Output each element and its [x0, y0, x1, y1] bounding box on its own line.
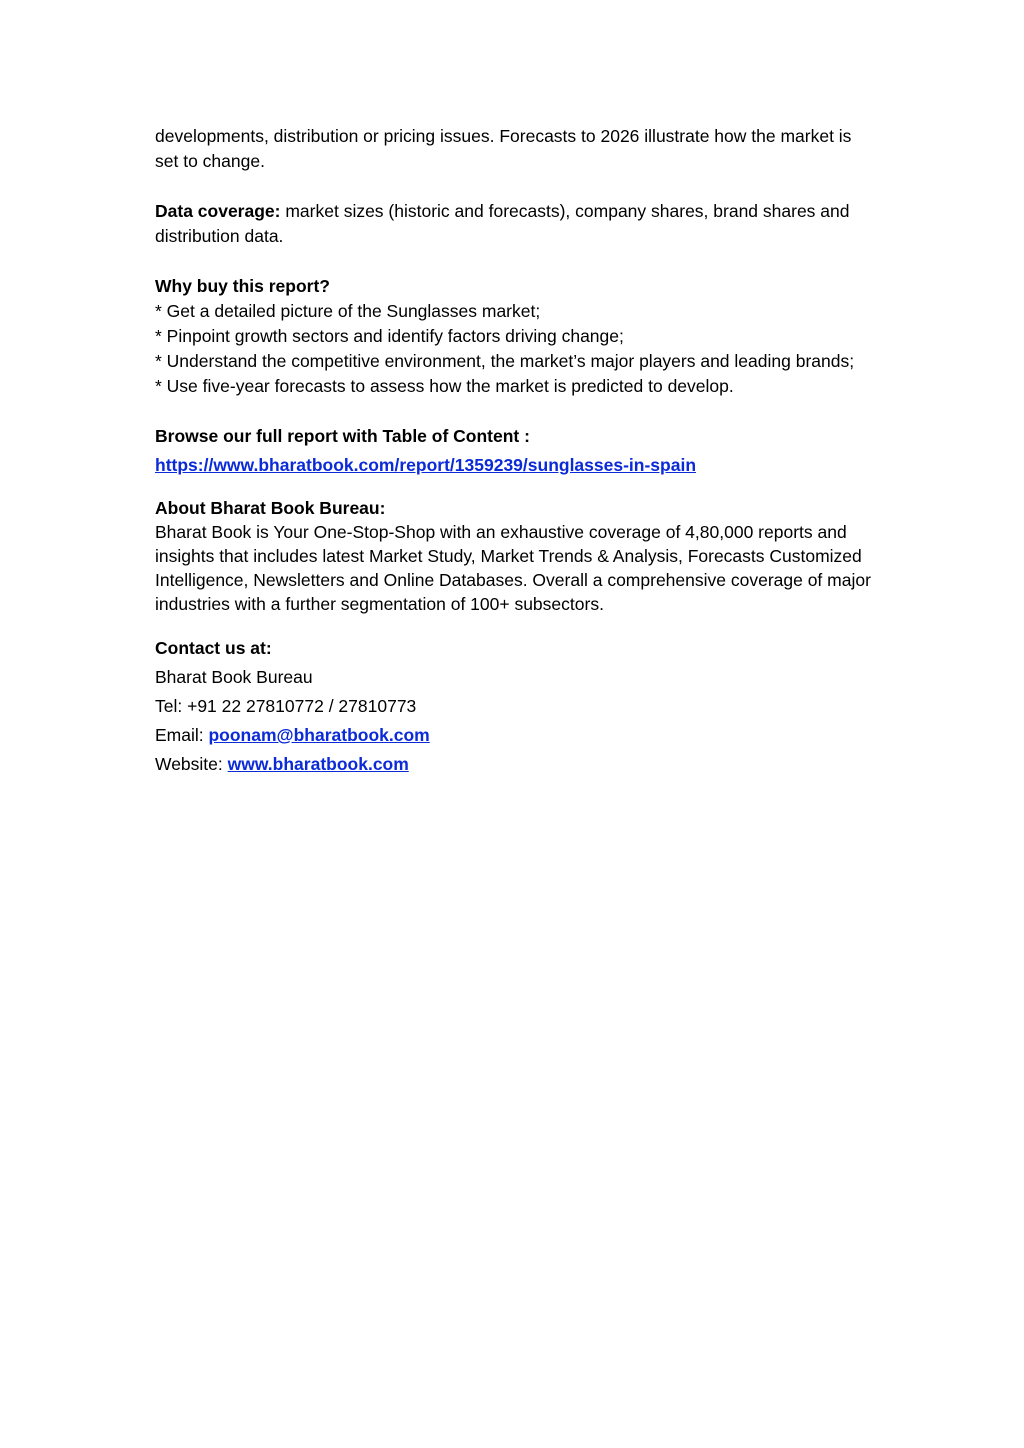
data-coverage-label: Data coverage: [155, 201, 281, 221]
browse-section [155, 424, 875, 478]
website-link[interactable]: www.bharatbook.com [227, 754, 409, 774]
website-label: Website: [155, 754, 228, 774]
why-buy-item: * Get a detailed picture of the Sunglasses market; [155, 301, 541, 321]
document-page [155, 124, 875, 779]
browse-link-line [155, 453, 875, 478]
intro-paragraph: developments, distribution or pricing issues. Forecasts to 2026 illustrate how the market is set to change. [155, 126, 852, 171]
contact-website-line [155, 750, 875, 779]
email-label: Email: [155, 725, 209, 745]
email-link[interactable]: poonam@bharatbook.com [208, 725, 430, 745]
contact-tel: Tel: +91 22 27810772 / 27810773 [155, 696, 417, 716]
contact-company: Bharat Book Bureau [155, 667, 313, 687]
why-buy-item: * Use five-year forecasts to assess how the market is predicted to develop. [155, 376, 734, 396]
about-text: Bharat Book is Your One-Stop-Shop with an exhaustive coverage of 4,80,000 reports and insights that includes latest Market Study, Market Trends & Analysis, Forecasts Customized Intelligence, Newsletters and Online Databases. Overall a comprehensive coverage of major industries with a further segmentation of 100+ subsectors. [155, 522, 871, 614]
why-buy-item: * Understand the competitive environment, the market’s major players and leading brands; [155, 351, 855, 371]
why-buy-section [155, 274, 875, 399]
data-coverage-text: market sizes (historic and forecasts), company shares, brand shares and distribution data. [155, 201, 850, 246]
about-section [155, 496, 875, 616]
why-buy-item: * Pinpoint growth sectors and identify factors driving change; [155, 326, 624, 346]
contact-heading: Contact us at: [155, 638, 272, 658]
browse-heading: Browse our full report with Table of Content : [155, 426, 530, 446]
report-url-link[interactable]: https://www.bharatbook.com/report/1359239/sunglasses-in-spain [155, 455, 697, 475]
contact-section [155, 634, 875, 779]
contact-email-line [155, 721, 875, 750]
why-buy-heading: Why buy this report? [155, 276, 330, 296]
data-coverage-paragraph [155, 199, 875, 249]
about-heading: About Bharat Book Bureau: [155, 498, 386, 518]
